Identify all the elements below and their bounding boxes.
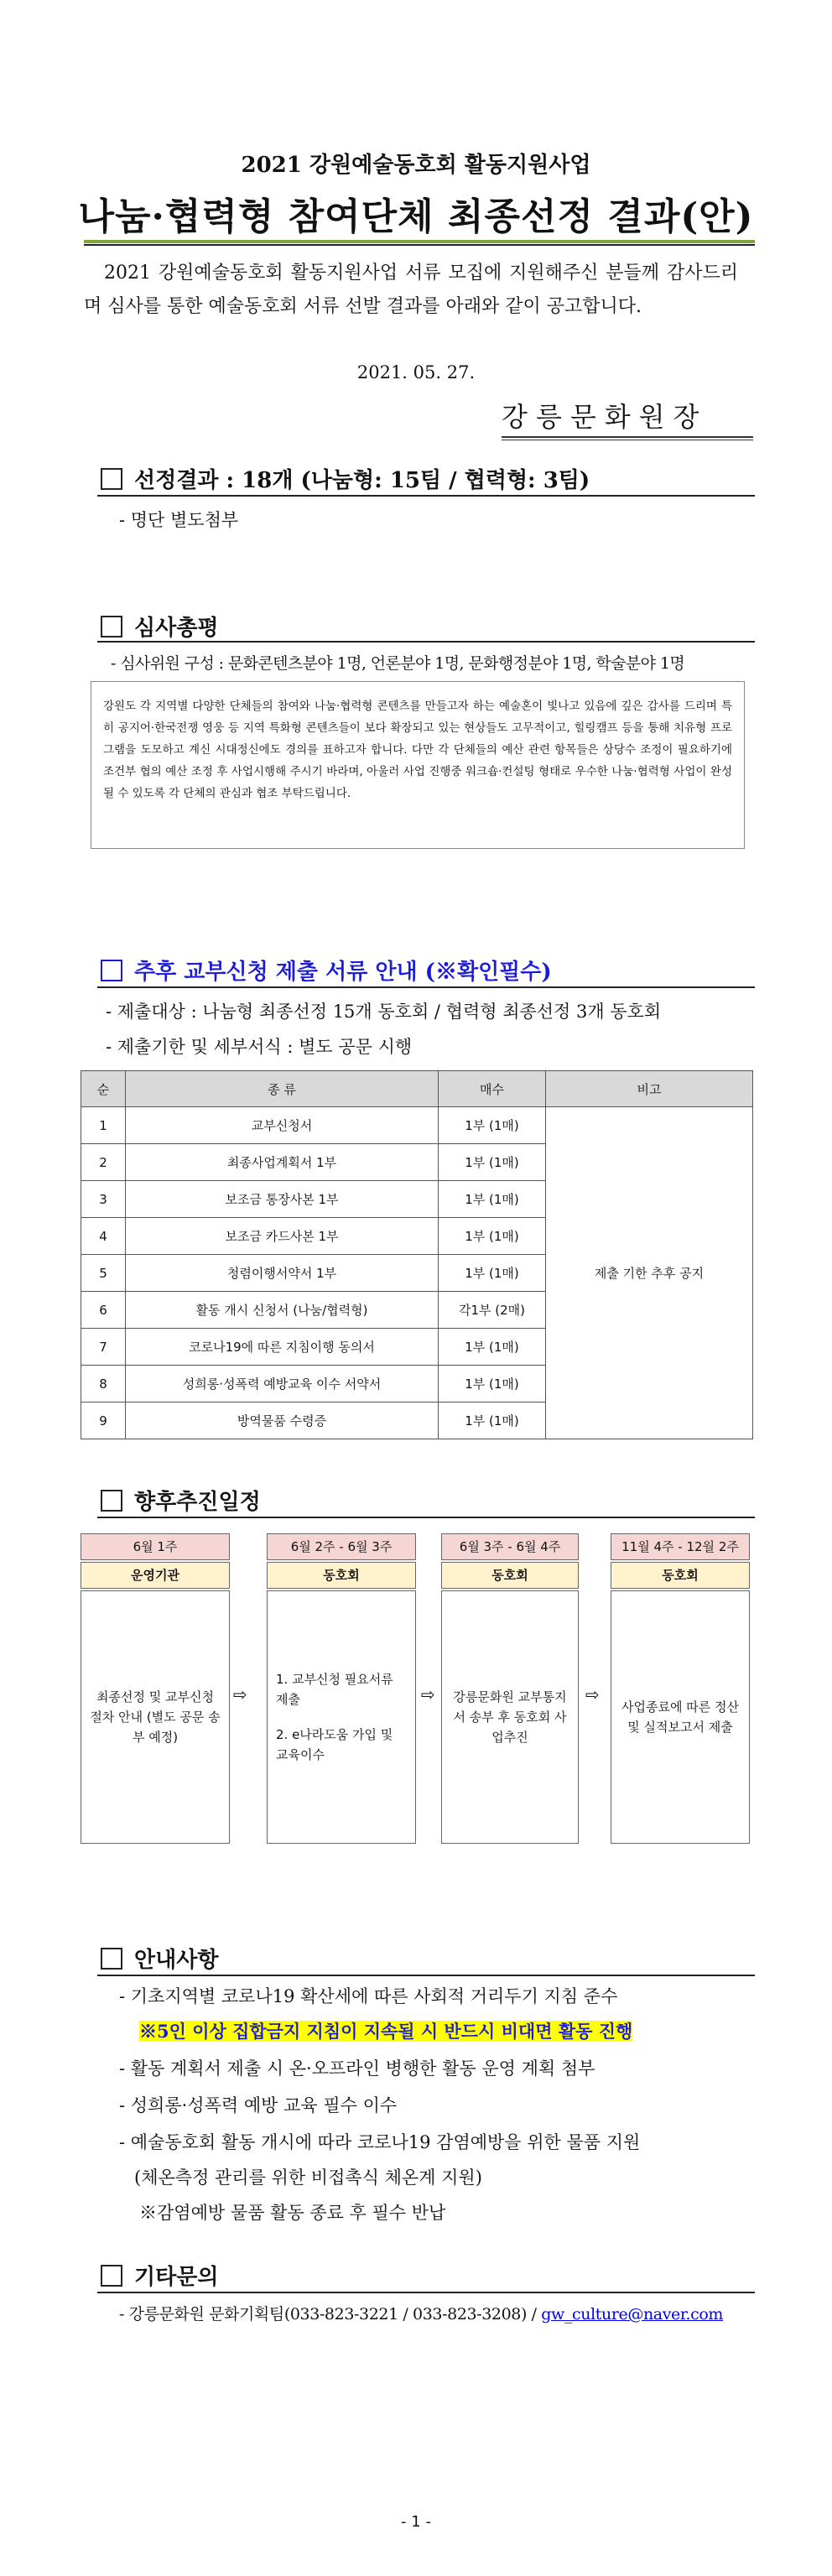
schedule-step3-desc: 강릉문화원 교부통지서 송부 후 동호회 사업추진 [441,1590,579,1844]
section-result-rule [97,495,755,497]
schedule-step4-desc: 사업종료에 따른 정산 및 실적보고서 제출 [611,1590,750,1844]
section-schedule-rule [97,1517,755,1518]
intro-paragraph: 2021 강원예술동호회 활동지원사업 서류 모집에 지원해주신 분들께 감사드리며 심사를 통한 예술동호회 서류 선발 결과를 아래와 같이 공고합니다. [84,263,738,317]
row-no: 7 [81,1329,126,1366]
schedule-step1-desc: 최종선정 및 교부신청 절차 안내 (별도 공문 송부 예정) [81,1590,230,1844]
schedule-step2-actor: 동호회 [267,1562,416,1589]
row-count: 1부 (1매) [439,1329,546,1366]
result-item: - 명단 별도첨부 [119,510,239,530]
section-docs-rule [97,986,755,988]
schedule-step4-actor: 동호회 [611,1562,750,1589]
row-no: 3 [81,1181,126,1218]
section-guide-rule [97,1975,755,1976]
schedule-step2-desc-line2: 2. e나라도움 가입 및 교육이수 [276,1727,393,1762]
section-result [101,463,590,494]
schedule-step2-period: 6월 2주 - 6월 3주 [267,1533,416,1560]
row-no: 6 [81,1292,126,1329]
table-row [81,1107,753,1144]
section-review-rule [97,641,755,643]
schedule-step2-desc-line1: 1. 교부신청 필요서류 제출 [276,1672,393,1707]
document-title: 나눔·협력형 참여단체 최종선정 결과(안) [78,195,754,238]
row-count: 1부 (1매) [439,1366,546,1402]
section-contact-rule [97,2292,755,2293]
schedule-step3-actor: 동호회 [441,1562,579,1589]
schedule-step2-desc [267,1590,416,1844]
col-count: 매수 [439,1071,546,1107]
row-type: 성희롱·성폭력 예방교육 이수 서약서 [126,1366,439,1402]
row-no: 1 [81,1107,126,1144]
col-remark: 비고 [546,1071,753,1107]
row-type: 활동 개시 신청서 (나눔/협력형) [126,1292,439,1329]
row-count: 1부 (1매) [439,1255,546,1292]
row-count: 1부 (1매) [439,1107,546,1144]
row-count: 각1부 (2매) [439,1292,546,1329]
row-type: 청렴이행서약서 1부 [126,1255,439,1292]
schedule-step1-period: 6월 1주 [81,1533,230,1560]
checkbox-square-icon [101,468,122,490]
schedule-step3-period: 6월 3주 - 6월 4주 [441,1533,579,1560]
guide-item-plan: - 활동 계획서 제출 시 온·오프라인 병행한 활동 운영 계획 첨부 [119,2058,595,2079]
row-count: 1부 (1매) [439,1402,546,1439]
docs-item-target: - 제출대상 : 나눔형 최종선정 15개 동호회 / 협력형 최종선정 3개 동호회 [106,1002,662,1022]
section-schedule [101,1485,261,1516]
table-header-row [81,1071,753,1107]
contact-email-link[interactable]: gw_culture@naver.com [541,2305,724,2324]
docs-heading: 추후 교부신청 제출 서류 안내 (※확인필수) [134,960,552,985]
contact-text: - 강릉문화원 문화기획팀(033-823-3221 / 033-823-3208) / [119,2305,542,2324]
row-type: 보조금 통장사본 1부 [126,1181,439,1218]
row-type: 보조금 카드사본 1부 [126,1218,439,1255]
section-review [101,611,218,642]
guide-item-supplies-sub: (체온측정 관리를 위한 비접촉식 체온계 지원) [134,2167,482,2188]
row-no: 2 [81,1144,126,1181]
col-type: 종 류 [126,1071,439,1107]
row-no: 5 [81,1255,126,1292]
row-count: 1부 (1매) [439,1218,546,1255]
schedule-heading: 향후추진일정 [134,1490,261,1515]
guide-heading: 안내사항 [134,1948,219,1973]
announcement-date: 2021. 05. 27. [356,362,476,382]
col-no: 순 [81,1071,126,1107]
checkbox-square-icon [101,1490,122,1512]
documents-table [81,1070,753,1439]
row-type: 코로나19에 따른 지침이행 동의서 [126,1329,439,1366]
review-item: - 심사위원 구성 : 문화콘텐츠분야 1명, 언론분야 1명, 문화행정분야 1명, 학술분야 1명 [111,654,685,673]
row-no: 4 [81,1218,126,1255]
signature: 강릉문화원장 [502,401,708,433]
checkbox-square-icon [101,960,122,981]
highlight-note: ※5인 이상 집합금지 지침이 지속될 시 반드시 비대면 활동 진행 [139,2021,633,2042]
arrow-right-icon: ⇨ [233,1684,247,1704]
section-guide [101,1943,218,1974]
row-count: 1부 (1매) [439,1144,546,1181]
row-count: 1부 (1매) [439,1181,546,1218]
signature-rule [502,436,753,438]
docs-item-deadline: - 제출기한 및 세부서식 : 별도 공문 시행 [106,1037,413,1057]
title-rule-green [84,240,755,243]
page-number: - 1 - [401,2513,431,2531]
review-note-box: 강원도 각 지역별 다양한 단체들의 참여와 나눔·협력형 콘텐츠를 만들고자 하는 예술혼이 빛나고 있음에 깊은 감사를 드리며 특히 공지어·한국전쟁 영웅 등 지역 특화형 콘텐츠들이 보다 확장되고 있는 현상들도 고무적이고, 힐링캠프 등을 통해 치유형 프로그램을 도모하고 계신 시대정신에도 경의를 표하고자 합니다. 다만 각 단체들의 예산 관련 항목들은 상당수 조정이 필요하기에 조건부 협의 예산 조정 후 사업시행해 주시기 바라며, 아울러 사업 진행중 워크숍·컨설팅 형태로 우수한 나눔·협력형 사업이 완성될 수 있도록 각 단체의 관심과 협조 부탁드립니다. [91,681,745,849]
contact-line [119,2302,723,2324]
row-type: 최종사업계획서 1부 [126,1144,439,1181]
row-no: 8 [81,1366,126,1402]
guide-item-distancing-note [139,2018,632,2043]
guide-item-supplies: - 예술동호회 활동 개시에 따라 코로나19 감염예방을 위한 물품 지원 [119,2132,641,2152]
checkbox-square-icon [101,1948,122,1970]
title-rule-dark [84,244,755,246]
guide-item-distancing: - 기초지역별 코로나19 확산세에 따른 사회적 거리두기 지침 준수 [119,1986,618,2006]
review-heading: 심사총평 [134,616,219,641]
arrow-right-icon: ⇨ [421,1684,435,1704]
section-docs [101,955,552,986]
row-no: 9 [81,1402,126,1439]
schedule-step1-actor: 운영기관 [81,1562,230,1589]
checkbox-square-icon [101,616,122,637]
section-contact [101,2260,218,2291]
arrow-right-icon: ⇨ [585,1684,600,1704]
guide-item-supplies-note: ※감염예방 물품 활동 종료 후 필수 반납 [139,2203,446,2223]
row-remark: 제출 기한 추후 공지 [546,1107,753,1439]
row-type: 방역물품 수령증 [126,1402,439,1439]
contact-heading: 기타문의 [134,2265,219,2290]
row-type: 교부신청서 [126,1107,439,1144]
schedule-step4-period: 11월 4주 - 12월 2주 [611,1533,750,1560]
result-heading: 선정결과 : 18개 (나눔형: 15팀 / 협력형: 3팀) [134,468,590,493]
document-supertitle: 2021 강원예술동호회 활동지원사업 [241,153,591,178]
guide-item-education: - 성희롱·성폭력 예방 교육 필수 이수 [119,2095,398,2115]
checkbox-square-icon [101,2265,122,2287]
